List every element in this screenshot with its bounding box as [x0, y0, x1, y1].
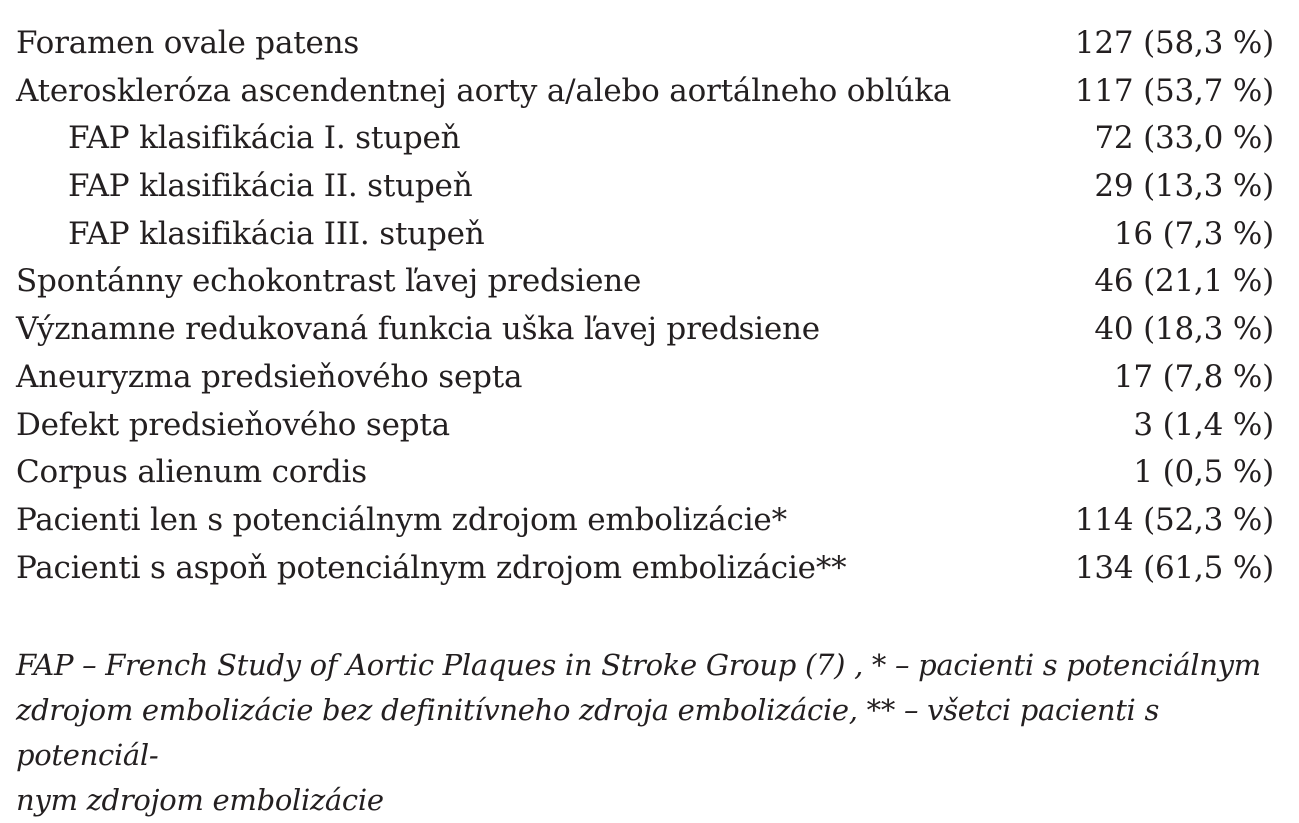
row-value: 40 (18,3 %) [1094, 311, 1274, 348]
row-label: Corpus alienum cordis [16, 454, 367, 491]
table-row [16, 402, 1274, 450]
table-row [16, 20, 1274, 68]
table-row [16, 306, 1274, 354]
row-label: Aneuryzma predsieňového septa [16, 358, 523, 395]
row-label: Defekt predsieňového septa [16, 406, 450, 443]
footnote-line: zdrojom embolizácie bez definitívneho zdroja embolizácie, ** – všetci pacienti s potenciál- [16, 693, 1160, 772]
row-label: FAP klasifikácia III. stupeň [68, 215, 485, 252]
table-row-sub [16, 115, 1274, 163]
row-value: 29 (13,3 %) [1094, 168, 1274, 205]
row-value: 1 (0,5 %) [1133, 454, 1274, 491]
table-footnote [16, 643, 1276, 823]
row-label: Foramen ovale patens [16, 25, 360, 61]
table-row [16, 354, 1274, 402]
table-row [16, 497, 1274, 545]
row-value: 117 (53,7 %) [1074, 72, 1274, 109]
row-label: FAP klasifikácia I. stupeň [68, 120, 461, 157]
row-label: Spontánny echokontrast ľavej predsiene [16, 263, 642, 300]
row-label: Pacienti s aspoň potenciálnym zdrojom embolizácie** [16, 549, 847, 586]
table-row [16, 449, 1274, 497]
table-row [16, 68, 1274, 116]
findings-table [16, 20, 1274, 592]
row-value: 127 (58,3 %) [1074, 25, 1274, 61]
table-row-sub [16, 163, 1274, 211]
row-value: 3 (1,4 %) [1133, 406, 1274, 443]
row-value: 72 (33,0 %) [1094, 120, 1274, 157]
table-row-sub [16, 211, 1274, 259]
footnote-line: nym zdrojom embolizácie [16, 783, 384, 817]
row-label: Ateroskleróza ascendentnej aorty a/alebo aortálneho oblúka [16, 72, 952, 109]
row-label: Pacienti len s potenciálnym zdrojom embolizácie* [16, 501, 787, 538]
footnote-line: FAP – French Study of Aortic Plaques in Stroke Group (7) , * – pacienti s potenciálnym [16, 648, 1261, 682]
row-value: 114 (52,3 %) [1074, 501, 1274, 538]
row-value: 17 (7,8 %) [1113, 358, 1274, 395]
row-value: 134 (61,5 %) [1074, 549, 1274, 586]
row-value: 16 (7,3 %) [1113, 215, 1274, 252]
row-label: FAP klasifikácia II. stupeň [68, 168, 473, 205]
table-row [16, 545, 1274, 593]
row-value: 46 (21,1 %) [1094, 263, 1274, 300]
table-row [16, 258, 1274, 306]
row-label: Významne redukovaná funkcia uška ľavej predsiene [16, 311, 820, 348]
